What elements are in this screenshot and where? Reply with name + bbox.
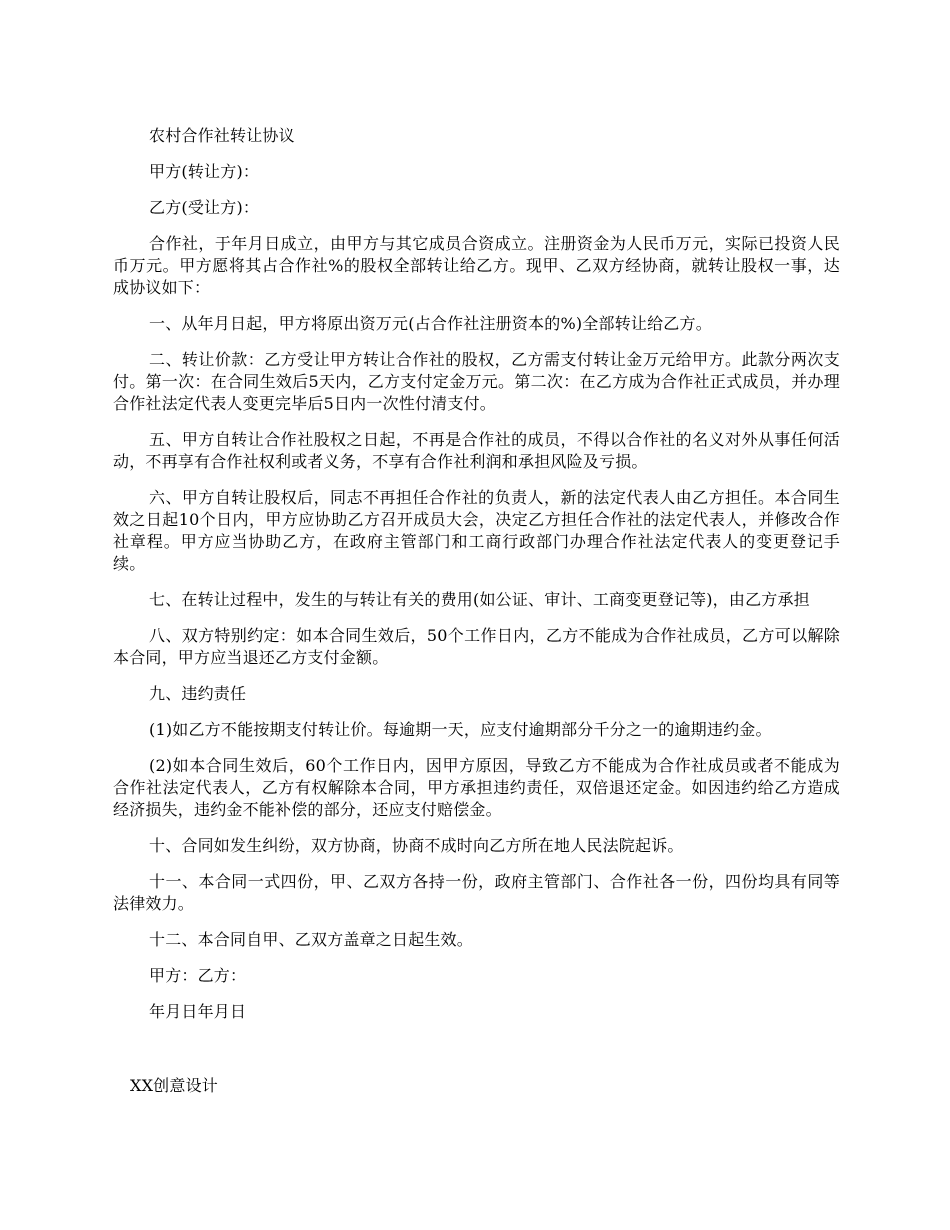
clause-9-item-2: (2)如本合同生效后，60个工作日内，因甲方原因，导致乙方不能成为合作社成员或者不能成为合作社法定代表人，乙方有权解除本合同，甲方承担违约责任，双倍退还定金。如因违约给乙方造成经济损失，违约金不能补偿的部分，还应支付赔偿金。 [113, 756, 840, 819]
clause-10-dispute: 十、合同如发生纠纷，双方协商，协商不成时向乙方所在地人民法院起诉。 [149, 836, 684, 855]
document-body [113, 125, 840, 1037]
signature-line: 甲方：乙方： [149, 966, 247, 985]
clause-9-heading: 九、违约责任 [149, 684, 247, 703]
clause-6: 六、甲方自转让股权后，同志不再担任合作社的负责人，新的法定代表人由乙方担任。本合同生效之日起10个日内，甲方应协助乙方召开成员大会，决定乙方担任合作社的法定代表人，并修改合作社章程。甲方应当协助乙方，在政府主管部门和工商行政部门办理合作社法定代表人的变更登记手续。 [113, 488, 840, 573]
clause-5: 五、甲方自转让合作社股权之日起，不再是合作社的成员，不得以合作社的名义对外从事任何活动，不再享有合作社权利或者义务，不享有合作社利润和承担风险及亏损。 [113, 430, 840, 471]
clause-8-special: 八、双方特别约定：如本合同生效后，50个工作日内，乙方不能成为合作社成员，乙方可以解除本合同，甲方应当退还乙方支付金额。 [113, 626, 840, 667]
clause-1: 一、从年月日起，甲方将原出资万元(占合作社注册资本的%)全部转让给乙方。 [149, 314, 712, 333]
clause-11-copies: 十一、本合同一式四份，甲、乙双方各持一份，政府主管部门、合作社各一份，四份均具有同等法律效力。 [113, 872, 840, 913]
clause-9-item-1: (1)如乙方不能按期支付转让价。每逾期一天，应支付逾期部分千分之一的逾期违约金。 [149, 720, 772, 739]
date-line: 年月日年月日 [149, 1002, 247, 1021]
clause-2-price: 二、转让价款：乙方受让甲方转让合作社的股权，乙方需支付转让金万元给甲方。此款分两次支付。第一次：在合同生效后5天内，乙方支付定金万元。第二次：在乙方成为合作社正式成员，并办理合作社法定代表人变更完毕后5日内一次性付清支付。 [113, 350, 840, 413]
clause-12-effective: 十二、本合同自甲、乙双方盖章之日起生效。 [149, 930, 474, 949]
party-a-heading: 甲方(转让方)： [149, 162, 260, 181]
clause-7-fees: 七、在转让过程中，发生的与转让有关的费用(如公证、审计、工商变更登记等)，由乙方承担 [149, 590, 810, 609]
footer-brand: XX创意设计 [130, 1076, 218, 1095]
paragraph-preamble: 合作社，于年月日成立，由甲方与其它成员合资成立。注册资金为人民币万元，实际已投资人民币万元。甲方愿将其占合作社%的股权全部转让给乙方。现甲、乙双方经协商，就转让股权一事，达成协议如下： [113, 234, 840, 297]
party-b-heading: 乙方(受让方)： [149, 198, 260, 217]
document-title: 农村合作社转让协议 [149, 126, 295, 145]
